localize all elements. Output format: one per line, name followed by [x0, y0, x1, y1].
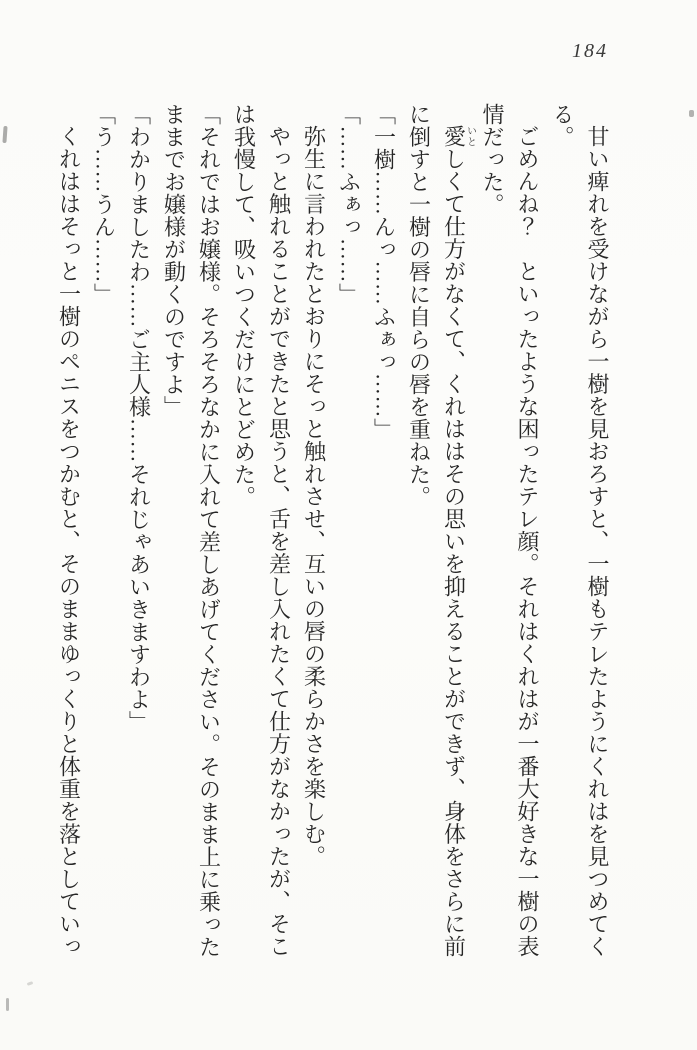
body-text — [55, 103, 615, 958]
text-line: 「一樹……んっ……ふぁっ……」 — [371, 103, 397, 441]
text-line: ごめんね？ といったような困ったテレ顔。それはくれはが一番大好きな一樹の表 — [515, 125, 540, 958]
text-line: 「……ふぁっ……」 — [336, 103, 362, 306]
text-line: 情だった。 — [480, 103, 505, 216]
text-line: 「う……うん……」 — [91, 103, 117, 306]
text-line: に倒すと一樹の唇に自らの唇を重ねた。 — [406, 103, 432, 508]
page-number: 184 — [572, 40, 608, 62]
scan-artifact — [2, 126, 7, 143]
scan-artifact — [6, 998, 9, 1011]
text-line: 「それではお嬢様。そろそろなかに入れて差しあげてください。そのまま上に乗った — [196, 103, 222, 958]
text-line: ままでお嬢様が動くのですよ」 — [161, 103, 187, 418]
text-line: やっと触れることができたと思うと、舌を差し入れたくて仕方がなかったが、そこ — [266, 125, 292, 958]
text-line: くれははそっと一樹のペニスをつかむと、そのままゆっくりと体重を落としていっ — [56, 125, 82, 958]
text-line: は我慢して、吸いつくだけにとどめた。 — [231, 103, 257, 508]
text-line: 弥生に言われたとおりにそっと触れさせ、互いの唇の柔らかさを楽しむ。 — [301, 125, 327, 868]
text-line: 「わかりましたわ……ご主人様……それじゃあいきますわよ」 — [126, 103, 152, 733]
furigana-ruby: 愛いと — [441, 125, 476, 148]
scan-artifact — [27, 981, 34, 986]
text-line: る。 — [550, 103, 575, 148]
scan-artifact — [689, 110, 694, 117]
text-line: 愛いとしくて仕方がなくて、くれははその思いを抑えることができず、身体をさらに前 — [441, 125, 476, 958]
text-line: 甘い痺れを受けながら一樹を見おろすと、一樹もテレたようにくれはを見つめてく — [585, 125, 610, 958]
